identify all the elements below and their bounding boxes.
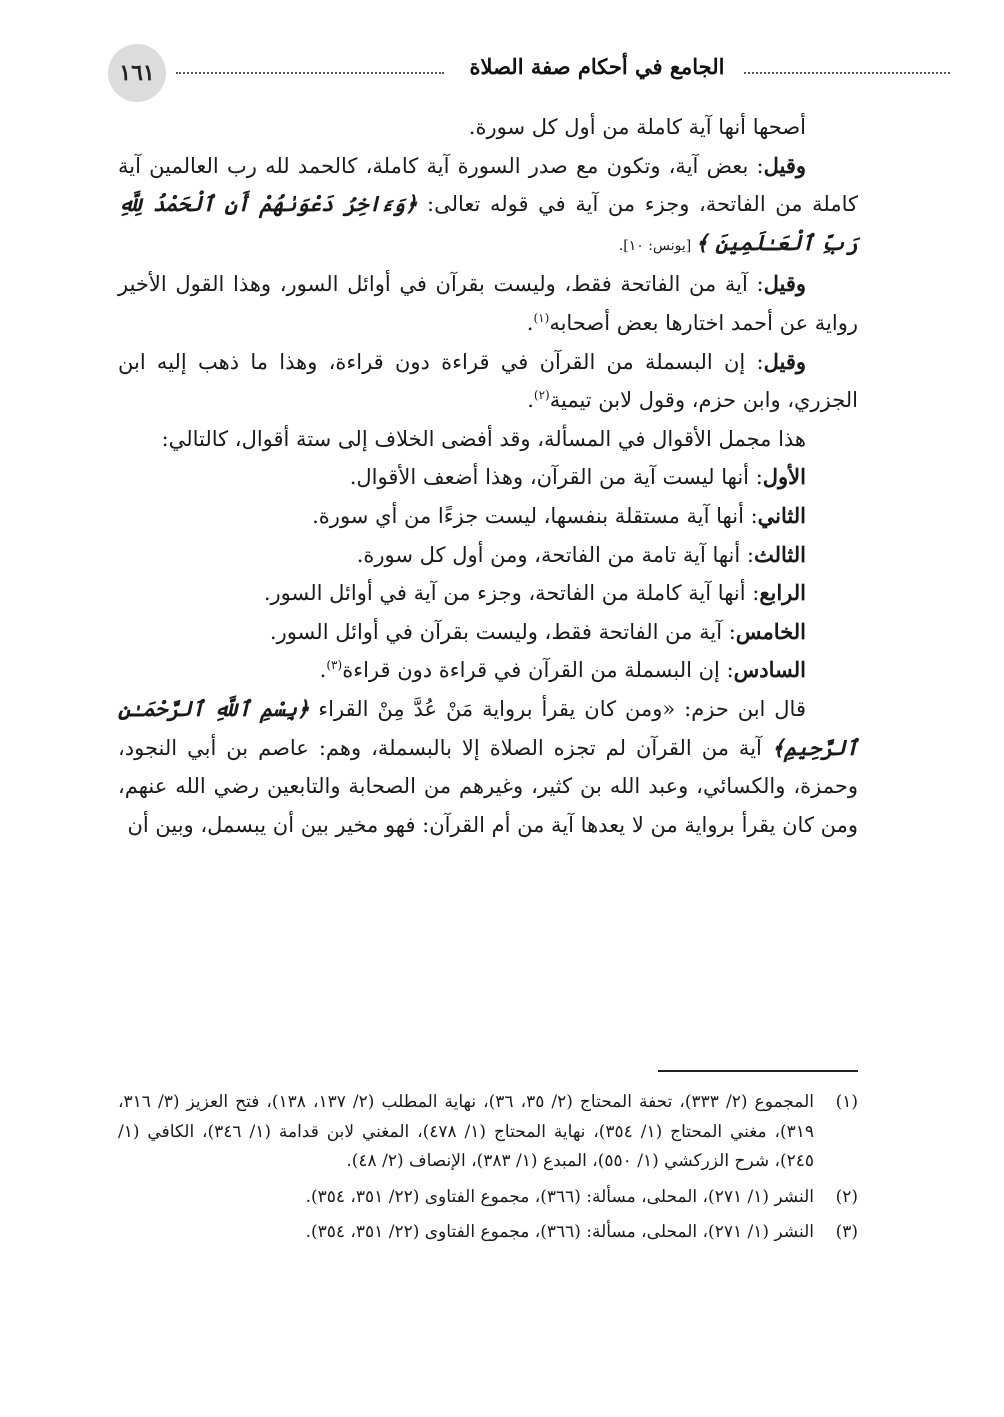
footnote-number: (١) [835, 1092, 858, 1112]
header-dotted-leader-right [744, 72, 950, 74]
list-item-label: الرابع [759, 580, 806, 606]
verse-reference: [يونس: ١٠]. [618, 237, 696, 254]
list-item-opinion-5 [118, 613, 858, 652]
paragraph-end: . [526, 310, 534, 335]
footnote-1 [118, 1088, 858, 1177]
list-item-label: الثالث [754, 541, 806, 567]
page-number: ١٦١ [108, 44, 166, 102]
list-item-text: : أنها آية تامة من الفاتحة، ومن أول كل سورة. [356, 542, 754, 567]
list-item-opinion-6 [118, 651, 858, 690]
footnote-number: (٣) [835, 1222, 858, 1242]
list-item-label: السادس [733, 657, 806, 683]
list-item-label: الأول [762, 464, 806, 490]
paragraph-opinion-2 [118, 147, 858, 266]
paragraph-opinion-4 [118, 343, 858, 420]
list-item-text: : آية من الفاتحة فقط، وليست بقرآن في أوائل السور. [269, 619, 736, 644]
list-item-text: : إن البسملة من القرآن في قراءة دون قراءة [342, 658, 734, 683]
opinion-label: وقيل [763, 152, 806, 178]
header-dotted-leader-left [176, 72, 444, 74]
basmala-verse: ﴿بِسْمِ ٱللَّهِ ٱلرَّحْمَـٰنِ ٱلرَّحِيمِ﴾ [118, 695, 858, 760]
quran-verse: ﴿وَءَاخِرُ دَعْوَىٰهُمْ أَنِ ٱلْحَمْدُ لِلَّهِ رَبِّ ٱلْعَـٰلَمِينَ ﴾ [118, 191, 858, 255]
paragraph-text-continued: آية من القرآن لم تجزه الصلاة إلا بالبسملة، وهم: عاصم بن أبي النجود، وحمزة، والكسائي، وعبد الله بن كثير، وغيرهم من الصحابة والتابعين رضي الله عنهم، ومن كان يقرأ برواية من لا يعدها آية من أم القرآن: فهو مخير بين أن يبسمل، وبين أن [118, 735, 858, 837]
running-title: الجامع في أحكام صفة الصلاة [469, 54, 725, 79]
paragraph-text: أصحها أنها آية كاملة من أول كل سورة. [468, 115, 806, 139]
paragraph-text: هذا مجمل الأقوال في المسألة، وقد أفضى الخلاف إلى ستة أقوال، كالتالي: [161, 426, 806, 451]
footnote-text: النشر (١/ ٢٧١)، المحلى، مسألة: (٣٦٦)، مجموع الفتاوى (٢٢/ ٣٥١، ٣٥٤). [305, 1186, 814, 1207]
list-item-opinion-1 [118, 458, 858, 497]
footnote-text: المجموع (٢/ ٣٣٣)، تحفة المحتاج (٢/ ٣٥، ٣٦)، نهاية المطلب (٢/ ١٣٧، ١٣٨)، فتح العزيز (٣/ ٣١٦، ٣١٩)، مغني المحتاج (١/ ٣٥٤)، نهاية المحتاج (١/ ٤٧٨)، المغني لابن قدامة (١/ ٣٤٦)، الكافي (١/ ٢٤٥)، شرح الزركشي (١/ ٥٥٠)، المبدع (١/ ٣٨٣)، الإنصاف (٢/ ٤٨). [118, 1092, 815, 1171]
paragraph-text: : إن البسملة من القرآن في قراءة دون قراءة، وهذا ما ذهب إليه ابن الجزري، وابن حزم، وقول لابن تيمية [118, 349, 858, 413]
paragraph-text: قال ابن حزم: «ومن كان يقرأ برواية مَنْ عُدَّ مِنْ القراء [309, 696, 806, 721]
list-item-label: الثاني [757, 502, 806, 528]
main-text [118, 108, 858, 844]
paragraph-text: : آية من الفاتحة فقط، وليست بقرآن في أوائل السور، وهذا القول الأخير رواية عن أحمد اختارها بعض أصحابه [118, 272, 858, 335]
footnote-marker: (٢) [533, 388, 550, 403]
paragraph-end: . [527, 388, 534, 413]
footnote-3 [118, 1218, 858, 1248]
paragraph-summary [118, 420, 858, 459]
paragraph-ibn-hazm-quote [118, 690, 858, 844]
paragraph-text: : بعض آية، وتكون مع صدر السورة آية كاملة، كالحمد لله رب العالمين آية كاملة من الفاتحة، وجزء من آية في قوله تعالى: [118, 153, 858, 217]
page-header [108, 44, 848, 104]
list-item-opinion-2 [118, 497, 858, 536]
footnote-marker: (٣) [326, 658, 343, 673]
footnote-2 [118, 1183, 858, 1213]
footnote-text: النشر (١/ ٢٧١)، المحلى، مسألة: (٣٦٦)، مجموع الفتاوى (٢٢/ ٣٥١، ٣٥٤). [305, 1222, 814, 1242]
list-item-opinion-4 [118, 574, 858, 613]
list-item-text: : أنها آية كاملة من الفاتحة، وجزء من آية في أوائل السور. [263, 581, 760, 606]
paragraph-opinion-3 [118, 265, 858, 342]
opinion-label: وقيل [763, 348, 806, 374]
footnote-marker: (١) [533, 310, 550, 325]
list-item-text: : أنها آية مستقلة بنفسها، ليست جزءًا من أي سورة. [312, 503, 758, 528]
list-item-text: : أنها ليست آية من القرآن، وهذا أضعف الأقوال. [349, 465, 763, 490]
footnotes [118, 1088, 858, 1248]
list-item-opinion-3 [118, 536, 858, 575]
list-item-label: الخامس [735, 618, 806, 644]
paragraph-opening [118, 108, 858, 147]
opinion-label: وقيل [763, 271, 806, 297]
footnote-separator [658, 1070, 858, 1072]
list-item-end: . [319, 658, 327, 683]
footnote-number: (٢) [835, 1186, 858, 1207]
